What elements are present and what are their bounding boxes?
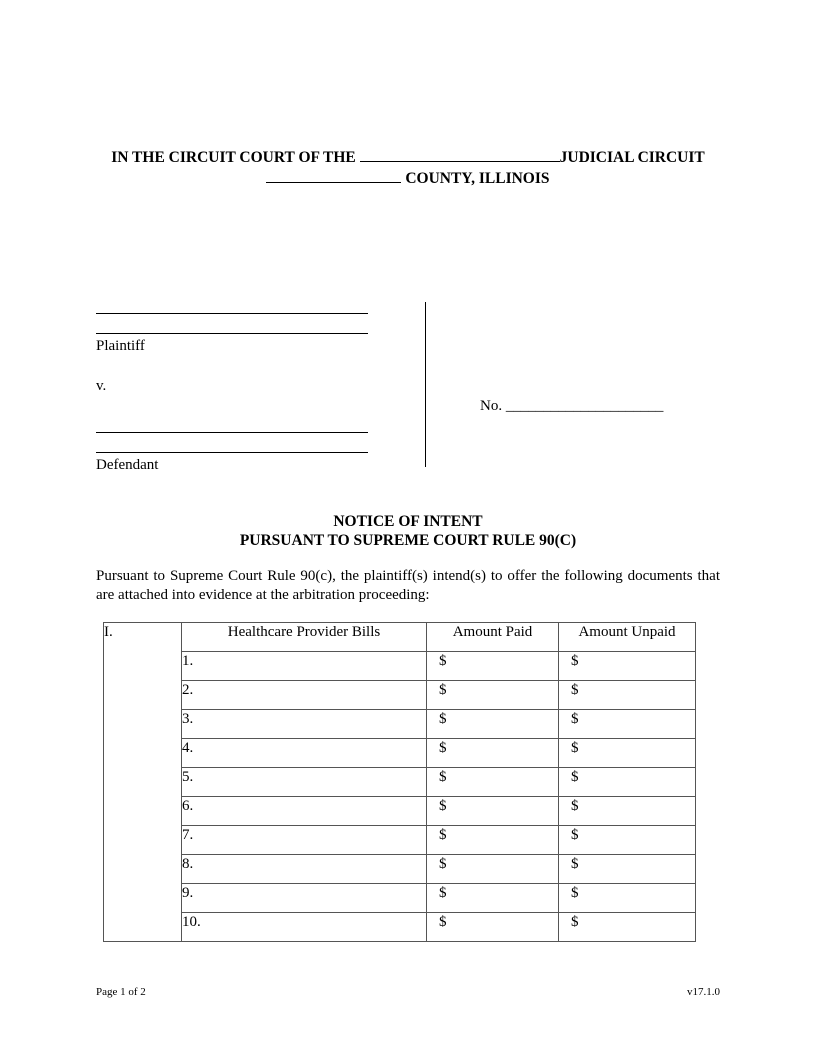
amount-paid-cell[interactable]: $ <box>427 855 559 884</box>
header-amount-paid: Amount Paid <box>427 623 559 652</box>
court-header-line-2 <box>96 168 720 189</box>
amount-unpaid-cell[interactable]: $ <box>559 652 696 681</box>
table-row <box>104 768 696 797</box>
caption-divider <box>425 302 426 467</box>
bill-provider-cell[interactable]: 10. <box>182 913 427 942</box>
table-row <box>104 681 696 710</box>
case-number-label: No. <box>480 398 503 414</box>
plaintiff-name-line-1[interactable] <box>96 313 368 314</box>
amount-unpaid-cell[interactable]: $ <box>559 913 696 942</box>
amount-paid-cell[interactable]: $ <box>427 681 559 710</box>
bill-provider-cell[interactable]: 5. <box>182 768 427 797</box>
court-header-prefix: IN THE CIRCUIT COURT OF THE <box>111 149 356 166</box>
amount-unpaid-cell[interactable]: $ <box>559 797 696 826</box>
header-amount-unpaid: Amount Unpaid <box>559 623 696 652</box>
case-number <box>480 397 663 415</box>
table-row <box>104 739 696 768</box>
court-header-line-1 <box>96 147 720 168</box>
table-row <box>104 913 696 942</box>
amount-paid-cell[interactable]: $ <box>427 768 559 797</box>
amount-paid-cell[interactable]: $ <box>427 797 559 826</box>
defendant-label: Defendant <box>96 457 159 473</box>
plaintiff-name-line-2[interactable] <box>96 333 368 334</box>
versus-label: v. <box>96 378 107 394</box>
notice-title-line-1: NOTICE OF INTENT <box>333 513 483 530</box>
amount-unpaid-cell[interactable]: $ <box>559 739 696 768</box>
bill-provider-cell[interactable]: 1. <box>182 652 427 681</box>
amount-paid-cell[interactable]: $ <box>427 826 559 855</box>
amount-unpaid-cell[interactable]: $ <box>559 681 696 710</box>
table-row <box>104 797 696 826</box>
bill-provider-cell[interactable]: 8. <box>182 855 427 884</box>
amount-unpaid-cell[interactable]: $ <box>559 768 696 797</box>
court-header-suffix: JUDICIAL CIRCUIT <box>559 149 705 166</box>
table-row <box>104 826 696 855</box>
amount-paid-cell[interactable]: $ <box>427 652 559 681</box>
defendant-name-line-1[interactable] <box>96 432 368 433</box>
header-provider-bills: Healthcare Provider Bills <box>182 623 427 652</box>
bill-provider-cell[interactable]: 3. <box>182 710 427 739</box>
healthcare-bills-table <box>103 622 696 942</box>
amount-unpaid-cell[interactable]: $ <box>559 884 696 913</box>
case-number-field[interactable]: _____________________ <box>505 398 664 414</box>
amount-unpaid-cell[interactable]: $ <box>559 855 696 884</box>
amount-paid-cell[interactable]: $ <box>427 913 559 942</box>
defendant-name-line-2[interactable] <box>96 452 368 453</box>
section-label: I. <box>104 624 113 640</box>
amount-unpaid-cell[interactable]: $ <box>559 710 696 739</box>
table-row <box>104 652 696 681</box>
county-name-blank[interactable] <box>266 169 401 183</box>
court-header <box>96 147 720 189</box>
bill-provider-cell[interactable]: 4. <box>182 739 427 768</box>
amount-paid-cell[interactable]: $ <box>427 710 559 739</box>
intro-paragraph: Pursuant to Supreme Court Rule 90(c), the plaintiff(s) intend(s) to offer the following documents that are attached into evidence at the arbitration proceeding: <box>96 568 720 603</box>
table-row <box>104 710 696 739</box>
bill-provider-cell[interactable]: 6. <box>182 797 427 826</box>
table-row <box>104 855 696 884</box>
amount-paid-cell[interactable]: $ <box>427 884 559 913</box>
circuit-number-blank[interactable] <box>360 148 560 162</box>
form-version: v17.1.0 <box>687 986 720 998</box>
notice-title-line-2: PURSUANT TO SUPREME COURT RULE 90(C) <box>239 532 577 549</box>
amount-unpaid-cell[interactable]: $ <box>559 826 696 855</box>
bill-provider-cell[interactable]: 9. <box>182 884 427 913</box>
section-cell <box>104 623 182 942</box>
plaintiff-label: Plaintiff <box>96 338 145 354</box>
bill-provider-cell[interactable]: 7. <box>182 826 427 855</box>
amount-paid-cell[interactable]: $ <box>427 739 559 768</box>
bill-provider-cell[interactable]: 2. <box>182 681 427 710</box>
table-row <box>104 884 696 913</box>
page-number: Page 1 of 2 <box>96 986 146 998</box>
table-header-row <box>104 623 696 652</box>
county-suffix: COUNTY, ILLINOIS <box>405 170 550 187</box>
notice-title <box>96 512 720 550</box>
